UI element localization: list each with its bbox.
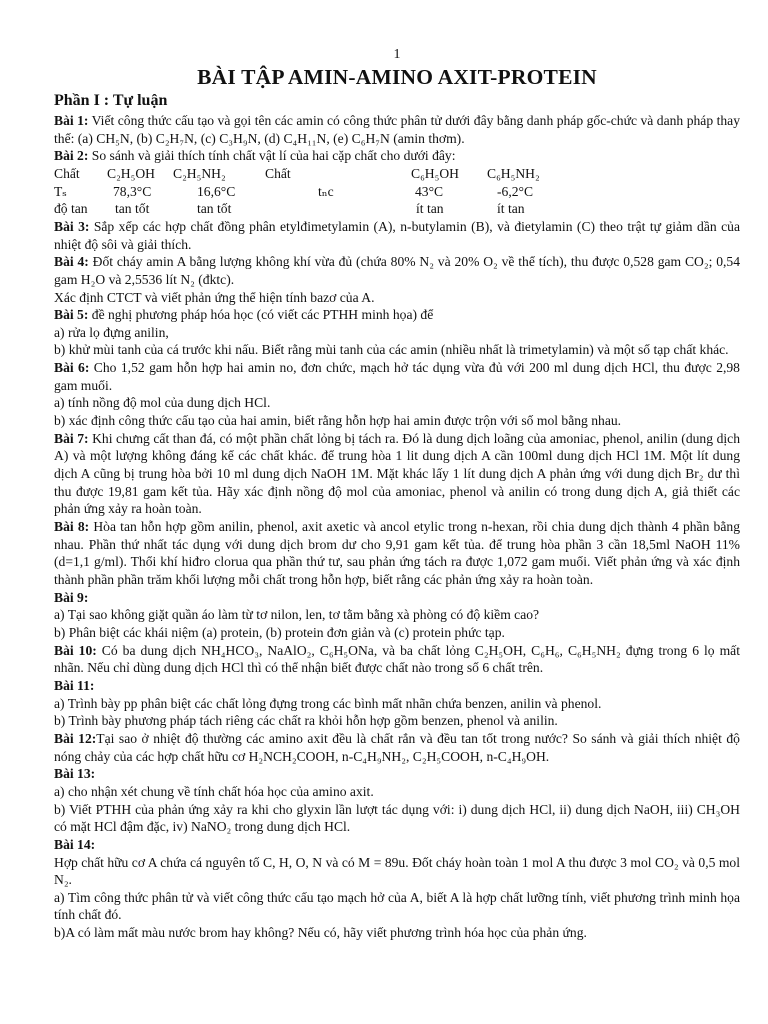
properties-table — [54, 165, 740, 218]
exercise-10 — [54, 642, 740, 677]
section-heading: Phần I : Tự luận — [54, 92, 168, 109]
table-cell: -6,2°C — [497, 183, 534, 199]
exercise-5-label: Bài 5: — [54, 307, 89, 323]
exercise-9-a: a) Tại sao không giặt quần áo làm từ tơ nilon, len, tơ tằm bằng xà phòng có độ kiềm cao? — [54, 607, 540, 623]
exercise-3-label: Bài 3: — [54, 218, 90, 234]
exercise-13-a: a) cho nhận xét chung về tính chất hóa học của amino axit. — [54, 783, 374, 799]
exercise-12 — [54, 730, 740, 765]
table-cell: 16,6°C — [197, 183, 236, 199]
exercise-4 — [54, 253, 740, 288]
exercise-14-text: Hợp chất hữu cơ A chứa cá nguyên tố C, H, O, N và có M = 89u. Đốt cháy hoàn toàn 1 mol A thu được 3 mol CO₂ và 0,5 mol N₂. — [54, 854, 740, 888]
exercise-8 — [54, 518, 740, 589]
table-cell: C₂H₅NH₂ — [173, 165, 226, 181]
table-row — [54, 200, 740, 218]
exercise-3-text: Sắp xếp các hợp chất đồng phân etylđimetylamin (A), n-butylamin (B), và đietylamin (C) theo trật tự giảm dần của nhiệt độ sôi và giải thích. — [54, 218, 740, 252]
exercise-8-text: Hòa tan hỗn hợp gồm anilin, phenol, axit axetic và ancol etylic trong n-hexan, rồi chia dung dịch thành 4 phần bằng nhau. Phần thứ nhất tác dụng với dung dịch brom dư cho 9,91 gam kết tủa. để trung hòa phần 3 cần 18,5ml NaOH 11% (d=1,1 g/ml). Thổi khí hiđro clorua qua phần thứ tư, sau phản ứng tách ra được 1,072 gam muối. Viết phản ứng và xác định thành phần phần trăm khối lượng mỗi chất trong hỗn hợp, biết rằng các phản ứng xảy ra hoàn toàn. — [54, 519, 740, 588]
table-cell: Chất — [54, 165, 80, 181]
exercise-12-text: Tại sao ở nhiệt độ thường các amino axit đều là chất rắn và đều tan tốt trong nước? So sánh và giải thích nhiệt độ nóng chảy của các hợp chất hữu cơ H₂NCH₂COOH, n-C₄H₉NH₂, C₂H₅COOH, n-C₄H₉OH. — [54, 730, 740, 764]
table-cell: tₙc — [318, 183, 334, 199]
exercise-4-line-2: Xác định CTCT và viết phản ứng thể hiện tính bazơ của A. — [54, 289, 375, 305]
exercise-8-label: Bài 8: — [54, 519, 90, 535]
exercise-14-b: b)A có làm mất màu nước brom hay không? Nếu có, hãy viết phương trình hóa học của phản ứng. — [54, 925, 587, 941]
exercise-6-label: Bài 6: — [54, 360, 90, 376]
exercise-2 — [54, 147, 740, 165]
exercise-4-text: Đốt cháy amin A bằng lượng không khí vừa đủ (chứa 80% N₂ và 20% O₂ về thể tích), thu được 0,528 gam CO₂; 0,54 gam H₂O và 2,5536 lít N₂ (đktc). — [54, 254, 740, 287]
exercise-5-b: b) khử mùi tanh của cá trước khi nấu. Biết rằng mùi tanh của các amin (nhiều nhất là trimetylamin) và một số tạp chất khác. — [54, 342, 729, 358]
exercise-6-a: a) tính nồng độ mol của dung dịch HCl. — [54, 395, 271, 411]
exercise-9-b: b) Phân biệt các khái niệm (a) protein, (b) protein đơn giản và (c) protein phức tạp. — [54, 624, 505, 640]
table-cell: ít tan — [497, 201, 525, 217]
exercise-4-label: Bài 4: — [54, 254, 89, 270]
exercise-12-label: Bài 12: — [54, 730, 97, 746]
exercise-13-b: b) Viết PTHH của phản ứng xảy ra khi cho glyxin lần lượt tác dụng với: i) dung dịch HCl, ii) dung dịch NaOH, iii) CH₃OH có mặt HCl đậm đặc, iv) NaNO₂ trong dung dịch HCl. — [54, 801, 740, 835]
exercise-6-text: Cho 1,52 gam hỗn hợp hai amin no, đơn chức, mạch hở tác dụng vừa đủ với 200 ml dung dịch HCl, thu được 2,98 gam muối. — [54, 360, 740, 393]
exercise-5 — [54, 306, 740, 324]
table-cell: độ tan — [54, 201, 88, 217]
exercise-6-b: b) xác định công thức cấu tạo của hai amin, biết rằng hỗn hợp hai amin được trộn với số mol bằng nhau. — [54, 413, 622, 429]
table-cell: Tₛ — [54, 183, 67, 199]
exercise-1-text: Viết công thức cấu tạo và gọi tên các amin có công thức phân tử dưới đây bằng danh pháp gốc-chức và danh pháp thay thế: (a) CH₅N, (b) C₂H₇N, (c) C₃H₉N, (d) C₄H₁₁N, (e) C₆H₇N (amin thơm). — [54, 113, 740, 146]
exercise-2-text: So sánh và giải thích tính chất vật lí của hai cặp chất cho dưới đây: — [88, 148, 456, 164]
exercise-11-b: b) Trình bày phương pháp tách riêng các chất ra khỏi hỗn hợp gồm benzen, phenol và anilin. — [54, 713, 558, 729]
table-row — [54, 183, 740, 201]
exercise-10-label: Bài 10: — [54, 642, 97, 658]
exercise-14-a: a) Tìm công thức phân tử và viết công thức cấu tạo mạch hở của A, biết A là hợp chất lưỡng tính, viết phương trình minh họa tính chất đó. — [54, 889, 740, 923]
page-number: 1 — [393, 47, 401, 62]
exercise-5-a: a) rửa lọ đựng anilin, — [54, 324, 169, 340]
table-cell: tan tốt — [115, 201, 150, 217]
exercise-6 — [54, 359, 740, 394]
table-cell: C₆H₅NH₂ — [487, 165, 540, 181]
exercise-13-label: Bài 13: — [54, 766, 96, 782]
exercise-7-label: Bài 7: — [54, 430, 89, 446]
exercise-3 — [54, 218, 740, 253]
exercise-list — [54, 112, 740, 942]
exercise-5-text: đề nghị phương pháp hóa học (có viết các PTHH minh họa) để — [88, 307, 434, 323]
exercise-9-label: Bài 9: — [54, 589, 89, 605]
exercise-1 — [54, 112, 740, 147]
document-title: BÀI TẬP AMIN-AMINO AXIT-PROTEIN — [197, 65, 597, 89]
exercise-11-label: Bài 11: — [54, 677, 95, 693]
exercise-1-label: Bài 1: — [54, 113, 89, 128]
table-cell: ít tan — [416, 201, 444, 217]
exercise-2-label: Bài 2: — [54, 148, 89, 164]
table-cell: 78,3°C — [113, 183, 152, 199]
table-cell — [265, 200, 411, 218]
exercise-14-label: Bài 14: — [54, 836, 96, 852]
exercise-7-text: Khi chưng cất than đá, có một phần chất lỏng bị tách ra. Đó là dung dịch loãng của amoniac, phenol, anilin (dung dịch A) và một lượng không đáng kể các chất khác. để trung hòa 1 lit dung dịch A cần 100ml dung dịch HCl 1M. Một lít dung dịch A cũng bị trung hòa bởi 10 ml dung dịch NaOH 1M. Mặt khác lấy 1 lít dung dịch A phản ứng với dung dịch Br₂ dư thì thu được 19,81 gam kết tủa. Hãy xác định nồng độ mol của amoniac, phenol và anilin có trong dung dịch A, giả thiết các phản ứng xảy ra hoàn toàn. — [54, 430, 740, 517]
exercise-11-a: a) Trình bày pp phân biệt các chất lỏng đựng trong các bình mất nhãn chứa benzen, anilin và phenol. — [54, 695, 602, 711]
exercise-7 — [54, 430, 740, 518]
table-cell: 43°C — [415, 183, 444, 199]
table-cell: tan tốt — [197, 201, 232, 217]
exercise-10-text: Có ba dung dịch NH₄HCO₃, NaAlO₂, C₆H₅ONa, và ba chất lỏng C₂H₅OH, C₆H₆, C₆H₅NH₂ đựng trong 6 lọ mất nhãn. Nếu chỉ dùng dung dịch HCl thì có thể nhận biết được chất nào trong số 6 chất trên. — [54, 642, 740, 676]
table-cell: Chất — [265, 165, 291, 181]
table-cell: C₂H₅OH — [107, 165, 155, 181]
table-row — [54, 165, 740, 183]
table-cell: C₆H₅OH — [411, 165, 459, 181]
